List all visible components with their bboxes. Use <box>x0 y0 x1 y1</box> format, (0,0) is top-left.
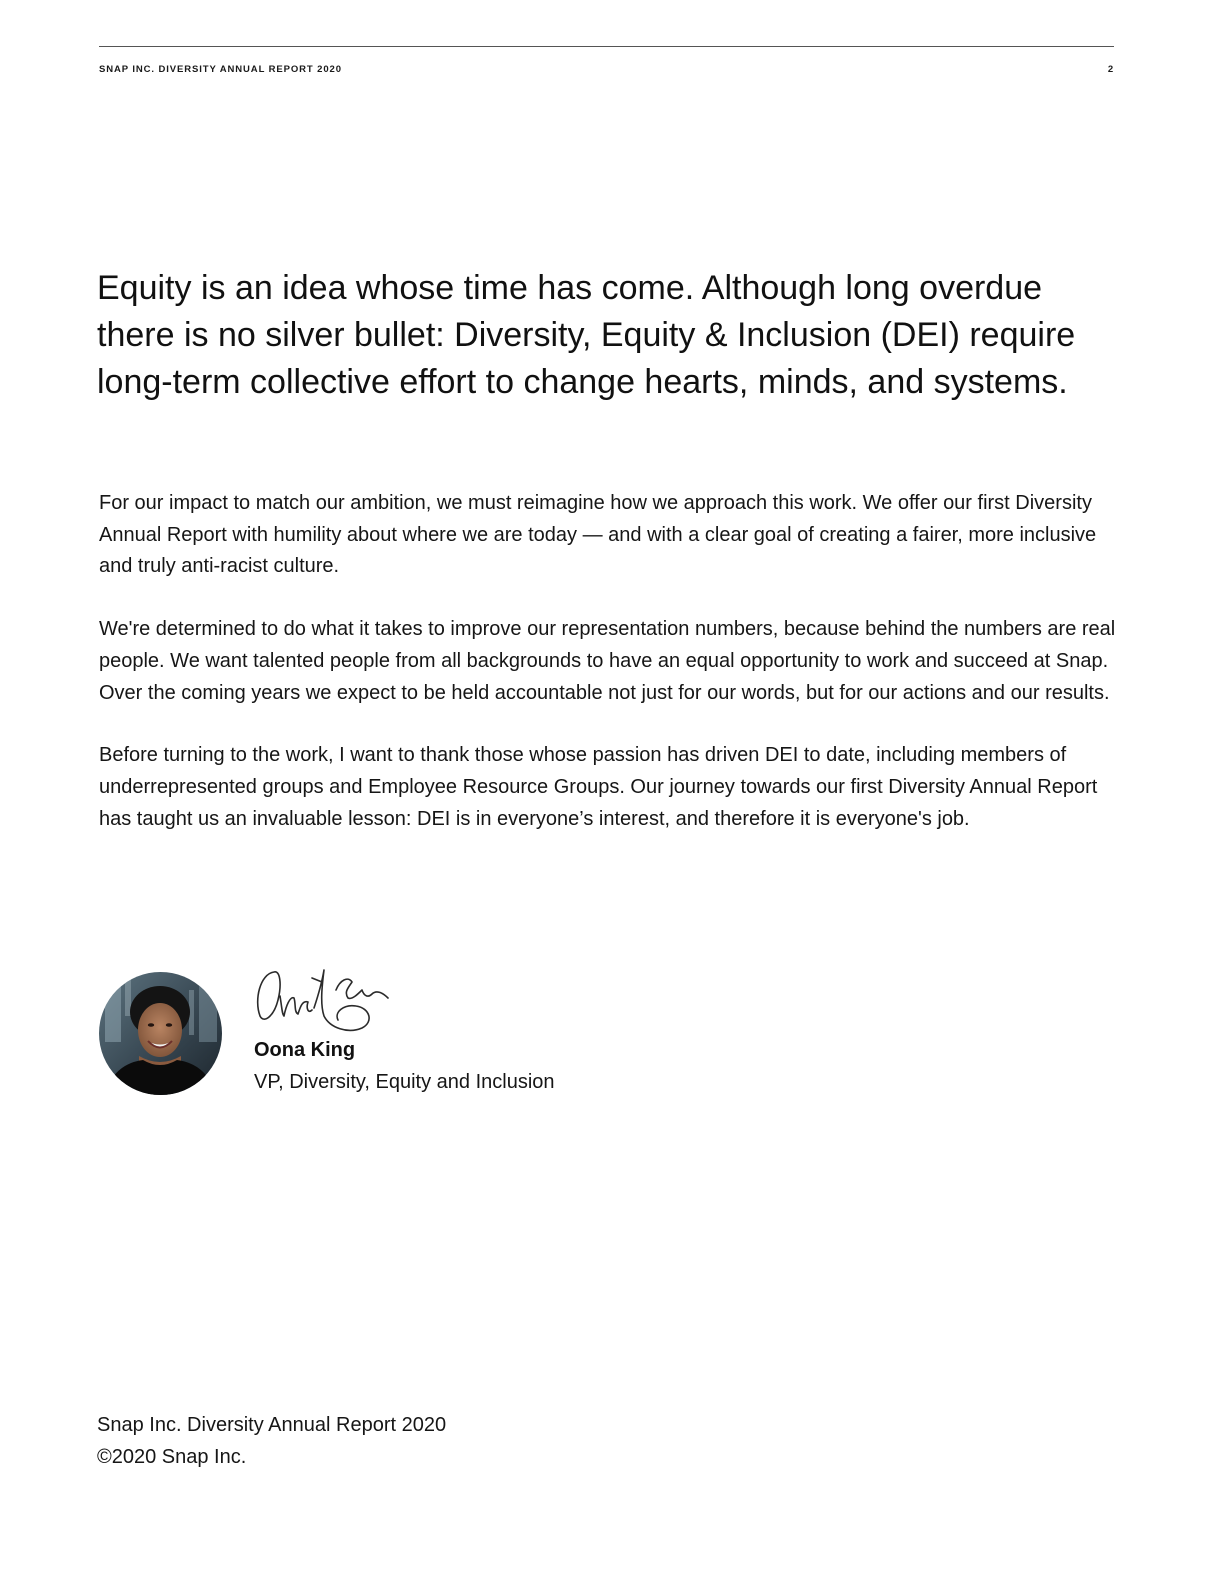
portrait-photo-icon <box>99 972 222 1095</box>
footer-copyright: ©2020 Snap Inc. <box>97 1446 247 1468</box>
footer-report-title: Snap Inc. Diversity Annual Report 2020 <box>97 1414 447 1436</box>
body-paragraph-2: We're determined to do what it takes to improve our representation numbers, because behind the numbers are real people. We want talented people from all backgrounds to have an equal opportunity to work and succeed at Snap. Over the coming years we expect to be held accountable not just for our words, but for our actions and our results. <box>99 618 1116 704</box>
handwritten-signature-icon <box>252 960 394 1040</box>
letter-body <box>99 488 1119 866</box>
headline: Equity is an idea whose time has come. Although long overdue there is no silver bullet: Diversity, Equity & Inclusion (DEI) require long-term collective effort to change hearts, minds, and systems. <box>97 269 1076 401</box>
signer-name: Oona King <box>254 1039 356 1061</box>
header-divider <box>99 46 1114 47</box>
running-header-title: SNAP INC. DIVERSITY ANNUAL REPORT 2020 <box>99 64 342 75</box>
footer <box>97 1409 446 1473</box>
page-number: 2 <box>1107 64 1114 75</box>
signer-title: VP, Diversity, Equity and Inclusion <box>254 1071 555 1093</box>
body-paragraph-1: For our impact to match our ambition, we must reimagine how we approach this work. We offer our first Diversity Annual Report with humility about where we are today — and with a clear goal of creating a fairer, more inclusive and truly anti-racist culture. <box>99 492 1097 578</box>
avatar <box>99 972 222 1095</box>
signature <box>252 960 394 1040</box>
body-paragraph-3: Before turning to the work, I want to thank those whose passion has driven DEI to date, including members of underrepresented groups and Employee Resource Groups. Our journey towards our first Diversity Annual Report has taught us an invaluable lesson: DEI is in everyone’s interest, and therefore it is everyone's job. <box>99 744 1098 830</box>
